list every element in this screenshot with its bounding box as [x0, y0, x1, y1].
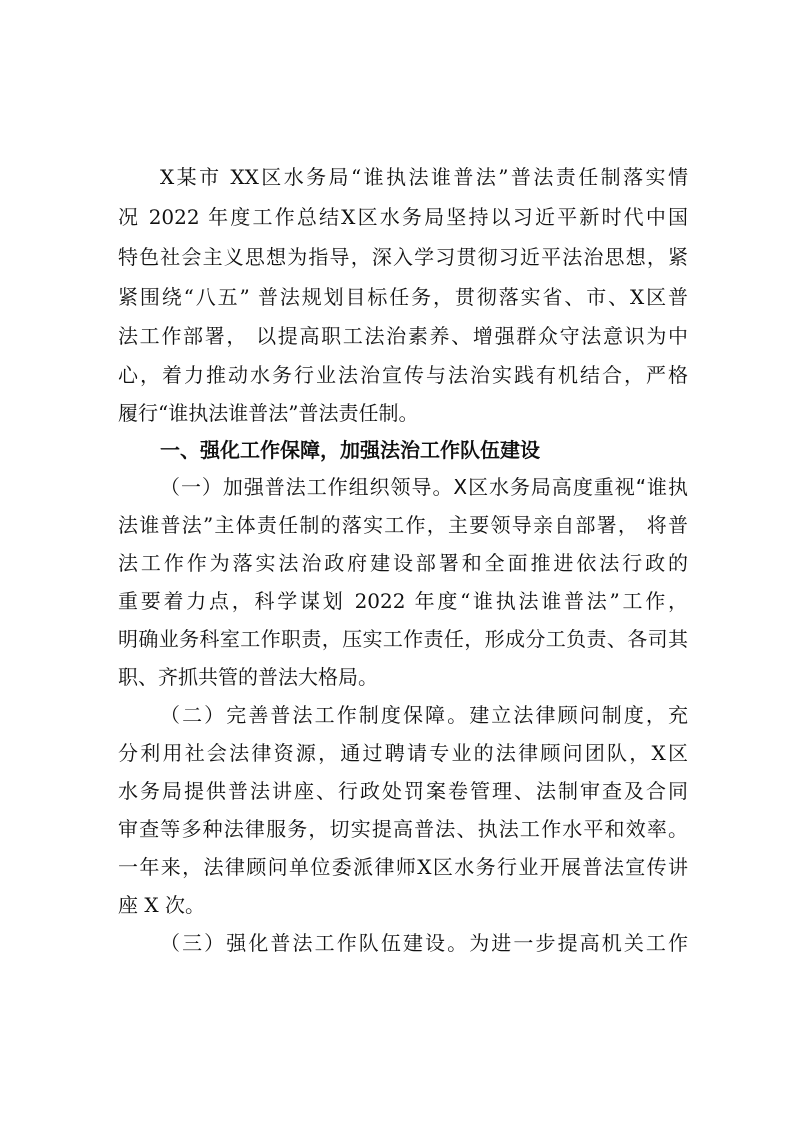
subsection-line: （一）加强普法工作组织领导。X区水务局高度重视“谁执 [160, 475, 688, 499]
subsection-line: （二）完善普法工作制度保障。建立法律顾问制度，充 [160, 703, 688, 727]
body-line: 法工作作为落实法治政府建设部署和全面推进依法行政的 [118, 551, 688, 575]
body-line: 心，着力推动水务行业法治宣传与法治实践有机结合，严格 [118, 363, 688, 387]
body-line: 法谁普法”主体责任制的落实工作，主要领导亲自部署， 将普 [118, 513, 688, 537]
body-line: 水务局提供普法讲座、行政处罚案卷管理、法制审查及合同 [118, 779, 688, 803]
body-line: 法工作部署， 以提高职工法治素养、增强群众守法意识为中 [118, 324, 688, 348]
body-line: 紧围绕“八五” 普法规划目标任务，贯彻落实省、市、X区普 [118, 285, 688, 309]
body-line: 分利用社会法律资源，通过聘请专业的法律顾问团队，X区 [118, 741, 688, 765]
body-line: 一年来，法律顾问单位委派律师X区水务行业开展普法宣传讲 [118, 855, 688, 879]
body-line: 重要着力点，科学谋划 2022 年度“谁执法谁普法”工作， [118, 589, 688, 613]
body-line: 座 X 次。 [118, 893, 205, 917]
body-line: 况 2022 年度工作总结X区水务局坚持以习近平新时代中国 [118, 205, 688, 229]
body-line: 职、齐抓共管的普法大格局。 [118, 665, 378, 689]
body-line: 明确业务科室工作职责，压实工作责任，形成分工负责、各司其 [118, 627, 688, 651]
subsection-line: （三）强化普法工作队伍建设。为进一步提高机关工作 [160, 931, 688, 955]
document-title-line-1: X某市 XX区水务局“谁执法谁普法”普法责任制落实情 [160, 165, 688, 189]
section-heading: 一、强化工作保障，加强法治工作队伍建设 [160, 438, 540, 462]
body-line: 审查等多种法律服务，切实提高普法、执法工作水平和效率。 [118, 817, 688, 841]
body-line: 特色社会主义思想为指导，深入学习贯彻习近平法治思想，紧 [118, 245, 688, 269]
body-line: 履行“谁执法谁普法”普法责任制。 [118, 401, 419, 425]
